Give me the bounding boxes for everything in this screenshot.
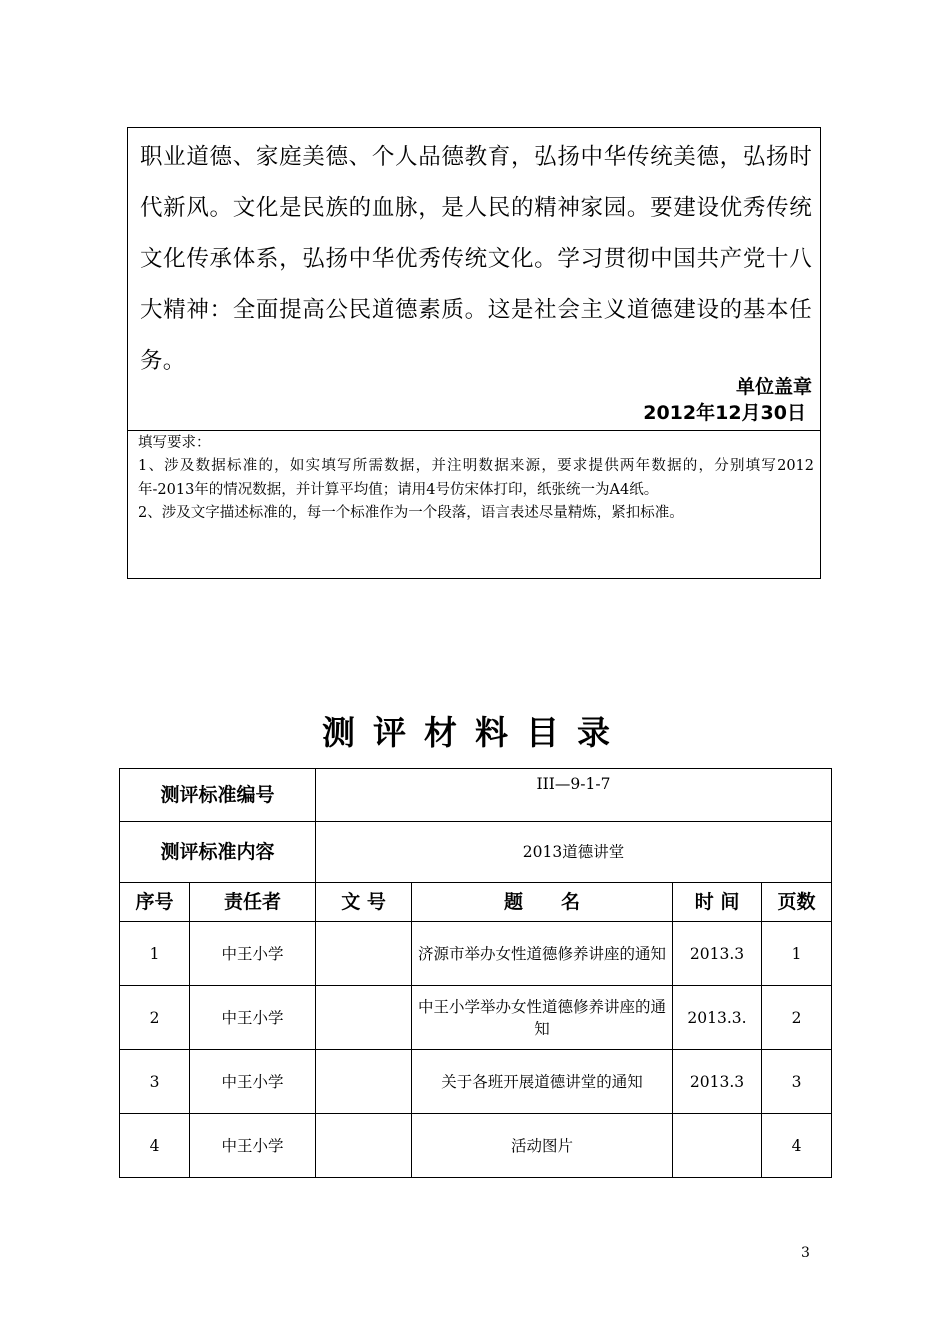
- row-doc-no: [316, 1114, 412, 1178]
- row-pages: 2: [762, 986, 832, 1050]
- standard-no-row: [120, 769, 832, 822]
- row-owner: 中王小学: [190, 922, 316, 986]
- notes-item-1: 1、涉及数据标准的，如实填写所需数据，并注明数据来源，要求提供两年数据的，分别填写2012年-2013年的情况数据，并计算平均值；请用4号仿宋体打印，纸张统一为A4纸。: [138, 458, 814, 498]
- header-seq: 序号: [120, 883, 190, 922]
- row-pages: 4: [762, 1114, 832, 1178]
- row-title: 济源市举办女性道德修养讲座的通知: [412, 922, 673, 986]
- table-header-row: [120, 883, 832, 922]
- seal-label: 单位盖章: [735, 376, 812, 398]
- row-seq: 3: [120, 1050, 190, 1114]
- catalog-title: 测评材料目录: [322, 713, 628, 752]
- statement-paragraph: 职业道德、家庭美德、个人品德教育，弘扬中华传统美德，弘扬时代新风。文化是民族的血脉，是人民的精神家园。要建设优秀传统文化传承体系，弘扬中华优秀传统文化。学习贯彻中国共产党十八大精神：全面提高公民道德素质。这是社会主义道德建设的基本任务。: [140, 144, 812, 374]
- header-time: 时 间: [673, 883, 762, 922]
- statement-date: 2012年12月30日: [643, 402, 806, 424]
- standard-no-label: 测评标准编号: [120, 769, 316, 822]
- row-time: [673, 1114, 762, 1178]
- header-doc-no: 文 号: [316, 883, 412, 922]
- row-title: 活动图片: [412, 1114, 673, 1178]
- notes-item-2: 2、涉及文字描述标准的，每一个标准作为一个段落，语言表述尽量精炼，紧扣标准。: [138, 504, 684, 521]
- header-title: 题 名: [412, 883, 673, 922]
- header-owner: 责任者: [190, 883, 316, 922]
- row-doc-no: [316, 1050, 412, 1114]
- standard-content-row: [120, 822, 832, 883]
- standard-content-label: 测评标准内容: [120, 822, 316, 883]
- row-owner: 中王小学: [190, 1114, 316, 1178]
- row-title: 关于各班开展道德讲堂的通知: [412, 1050, 673, 1114]
- page-number: 3: [801, 1245, 810, 1261]
- row-doc-no: [316, 922, 412, 986]
- row-owner: 中王小学: [190, 986, 316, 1050]
- row-owner: 中王小学: [190, 1050, 316, 1114]
- fill-requirements: [138, 432, 814, 525]
- statement-box: [127, 127, 821, 579]
- notes-heading: 填写要求：: [138, 435, 211, 451]
- row-seq: 4: [120, 1114, 190, 1178]
- standard-content-value: 2013道德讲堂: [316, 822, 832, 883]
- row-seq: 1: [120, 922, 190, 986]
- row-time: 2013.3: [673, 922, 762, 986]
- row-doc-no: [316, 986, 412, 1050]
- statement-section: [128, 128, 820, 431]
- row-time: 2013.3.: [673, 986, 762, 1050]
- catalog-table: [119, 768, 832, 1178]
- header-pages: 页数: [762, 883, 832, 922]
- standard-no-value: III—9-1-7: [316, 769, 832, 822]
- row-pages: 1: [762, 922, 832, 986]
- row-seq: 2: [120, 986, 190, 1050]
- row-time: 2013.3: [673, 1050, 762, 1114]
- table-row: [120, 1114, 832, 1178]
- table-row: [120, 1050, 832, 1114]
- table-row: [120, 922, 832, 986]
- row-title: 中王小学举办女性道德修养讲座的通知: [412, 986, 673, 1050]
- row-pages: 3: [762, 1050, 832, 1114]
- table-row: [120, 986, 832, 1050]
